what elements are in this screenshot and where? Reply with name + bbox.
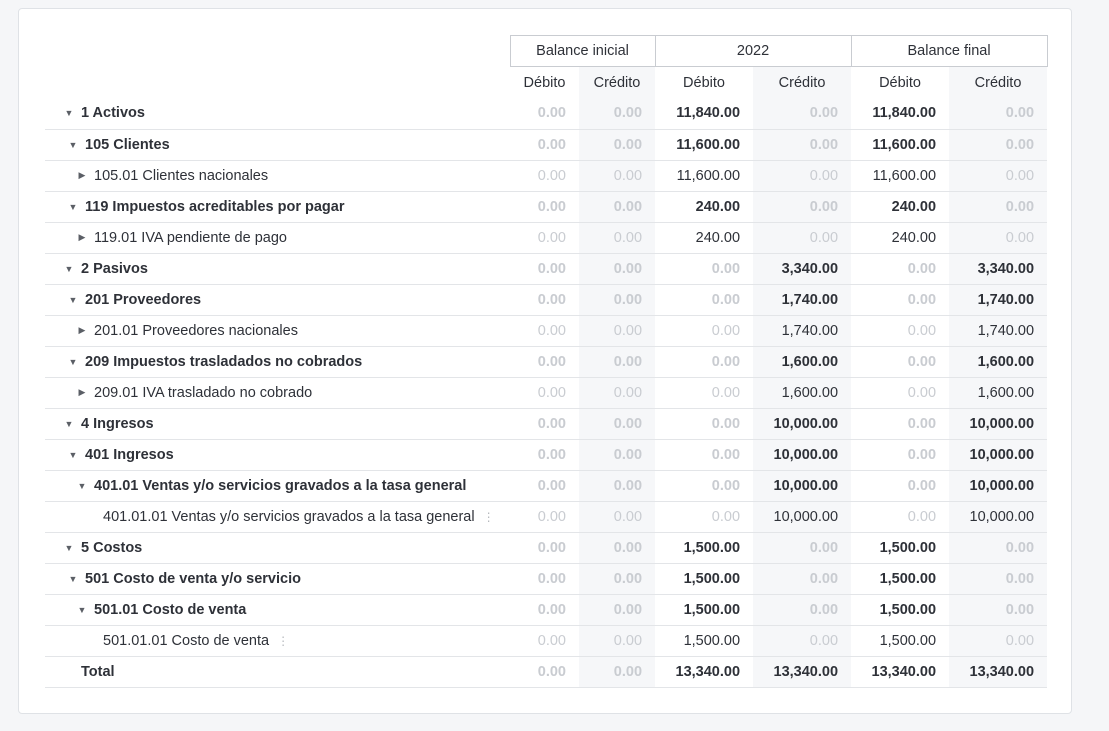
credit-value: 10,000.00: [949, 501, 1047, 532]
debit-value: 0.00: [537, 508, 566, 525]
account-name-cell: [45, 191, 510, 222]
credit-value: 10,000.00: [949, 439, 1047, 470]
debit-value: 0.00: [907, 260, 937, 277]
credit-value: 0.00: [579, 377, 655, 408]
header-blank: [45, 36, 510, 67]
debit-value: 1,500.00: [683, 601, 741, 618]
collapse-caret-icon[interactable]: ▼: [68, 139, 78, 150]
expand-caret-icon[interactable]: ▶: [78, 170, 86, 181]
credit-value: 0.00: [579, 222, 655, 253]
credit-value: 0.00: [949, 594, 1047, 625]
table-row[interactable]: [45, 346, 1047, 377]
credit-value: 1,740.00: [753, 284, 851, 315]
header-group-initial: Balance inicial: [510, 36, 655, 67]
debit-value: 0.00: [537, 446, 566, 463]
debit-value: 1,500.00: [879, 570, 937, 587]
debit-value: 0.00: [711, 353, 741, 370]
account-name-cell: [45, 563, 510, 594]
expand-caret-icon[interactable]: ▶: [78, 387, 86, 398]
collapse-caret-icon[interactable]: ▼: [64, 542, 74, 553]
table-row[interactable]: [45, 160, 1047, 191]
collapse-caret-icon[interactable]: ▼: [64, 263, 74, 274]
account-label[interactable]: 401.01 Ventas y/o servicios gravados a la tasa general: [94, 477, 467, 494]
debit-value: 11,840.00: [872, 105, 937, 122]
account-name-cell: [45, 408, 510, 439]
credit-value: 0.00: [579, 191, 655, 222]
total-row: [45, 656, 1047, 687]
account-name-cell: [45, 315, 510, 346]
collapse-caret-icon[interactable]: ▼: [68, 356, 78, 367]
debit-value: 11,840.00: [676, 105, 741, 122]
credit-value: 0.00: [579, 532, 655, 563]
debit-value: 0.00: [711, 322, 741, 339]
header-group-period: 2022: [655, 36, 851, 67]
credit-value: 0.00: [949, 191, 1047, 222]
debit-value: 0.00: [537, 632, 566, 649]
header-group-final: Balance final: [851, 36, 1047, 67]
table-row[interactable]: [45, 563, 1047, 594]
debit-value: 240.00: [695, 229, 741, 246]
debit-value: 1,500.00: [879, 601, 937, 618]
account-label[interactable]: 105.01 Clientes nacionales: [94, 167, 269, 184]
account-label[interactable]: 501 Costo de venta y/o servicio: [85, 570, 301, 587]
credit-value: 0.00: [579, 656, 655, 687]
account-name-cell: [45, 656, 510, 687]
debit-value: 0.00: [510, 656, 579, 687]
account-label[interactable]: 105 Clientes: [85, 136, 170, 153]
account-label[interactable]: 1 Activos: [81, 105, 145, 122]
credit-value: 0.00: [579, 501, 655, 532]
credit-value: 0.00: [753, 625, 851, 656]
collapse-caret-icon[interactable]: ▼: [77, 604, 87, 615]
credit-value: 0.00: [579, 470, 655, 501]
credit-value: 0.00: [579, 594, 655, 625]
account-label: Total: [81, 663, 115, 680]
collapse-caret-icon[interactable]: ▼: [68, 573, 78, 584]
credit-value: 3,340.00: [949, 253, 1047, 284]
debit-value: 0.00: [907, 322, 937, 339]
debit-value: 240.00: [695, 198, 741, 215]
debit-value: 0.00: [537, 260, 566, 277]
account-name-cell: [45, 532, 510, 563]
credit-value: 1,740.00: [753, 315, 851, 346]
credit-value: 0.00: [753, 160, 851, 191]
subheader-credit: Crédito: [753, 67, 851, 99]
table-row[interactable]: [45, 191, 1047, 222]
table-row[interactable]: [45, 439, 1047, 470]
debit-value: 0.00: [907, 477, 937, 494]
debit-value: 0.00: [711, 477, 741, 494]
debit-value: 0.00: [537, 105, 566, 122]
account-name-cell: [45, 284, 510, 315]
credit-value: 0.00: [949, 532, 1047, 563]
debit-value: 0.00: [711, 446, 741, 463]
debit-value: 0.00: [537, 539, 566, 556]
debit-value: 240.00: [891, 229, 937, 246]
subheader-debit: Débito: [879, 74, 921, 91]
table-row[interactable]: [45, 222, 1047, 253]
credit-value: 0.00: [579, 408, 655, 439]
account-label[interactable]: 501.01.01 Costo de venta: [103, 632, 270, 649]
debit-value: 0.00: [537, 353, 566, 370]
credit-value: 13,340.00: [949, 656, 1047, 687]
table-row[interactable]: [45, 470, 1047, 501]
credit-value: 0.00: [579, 129, 655, 160]
credit-value: 1,600.00: [949, 346, 1047, 377]
debit-value: 0.00: [711, 415, 741, 432]
account-label[interactable]: 119 Impuestos acreditables por pagar: [85, 198, 345, 215]
row-menu-icon[interactable]: ⋮: [277, 633, 290, 648]
debit-value: 13,340.00: [655, 656, 753, 687]
table-row[interactable]: [45, 532, 1047, 563]
credit-value: 1,740.00: [949, 315, 1047, 346]
account-name-cell: [45, 98, 510, 129]
credit-value: 0.00: [753, 532, 851, 563]
debit-value: 0.00: [537, 291, 566, 308]
account-name-cell: [45, 439, 510, 470]
debit-value: 0.00: [907, 384, 937, 401]
account-label[interactable]: 5 Costos: [81, 539, 143, 556]
credit-value: 0.00: [753, 222, 851, 253]
credit-value: 0.00: [949, 625, 1047, 656]
debit-value: 0.00: [537, 322, 566, 339]
credit-value: 0.00: [579, 625, 655, 656]
account-label[interactable]: 209 Impuestos trasladados no cobrados: [85, 353, 363, 370]
account-name-cell: [45, 160, 510, 191]
account-label[interactable]: 201 Proveedores: [85, 291, 202, 308]
debit-value: 0.00: [711, 260, 741, 277]
row-menu-icon[interactable]: ⋮: [482, 509, 495, 524]
credit-value: 0.00: [753, 191, 851, 222]
account-name-cell: [45, 222, 510, 253]
debit-value: 0.00: [711, 508, 741, 525]
debit-value: 1,500.00: [879, 539, 937, 556]
account-label[interactable]: 401 Ingresos: [85, 446, 174, 463]
account-name-cell: [45, 501, 510, 532]
credit-value: 10,000.00: [753, 408, 851, 439]
account-label[interactable]: 4 Ingresos: [81, 415, 154, 432]
credit-value: 0.00: [753, 129, 851, 160]
subheader-credit: Crédito: [579, 67, 655, 99]
credit-value: 0.00: [579, 253, 655, 284]
table-row[interactable]: [45, 625, 1047, 656]
subheader-credit: Crédito: [949, 67, 1047, 99]
collapse-caret-icon[interactable]: ▼: [68, 294, 78, 305]
credit-value: 0.00: [753, 594, 851, 625]
debit-value: 0.00: [537, 384, 566, 401]
account-name-cell: [45, 253, 510, 284]
subheader-blank: [45, 67, 510, 99]
credit-value: 0.00: [949, 563, 1047, 594]
credit-value: 0.00: [949, 98, 1047, 129]
trial-balance-card: [18, 8, 1072, 714]
table-row[interactable]: [45, 253, 1047, 284]
debit-value: 0.00: [537, 198, 566, 215]
credit-value: 0.00: [753, 563, 851, 594]
debit-value: 1,500.00: [879, 632, 937, 649]
debit-value: 0.00: [907, 446, 937, 463]
debit-value: 11,600.00: [676, 136, 741, 153]
table-row[interactable]: [45, 594, 1047, 625]
credit-value: 10,000.00: [753, 439, 851, 470]
subheader-debit: Débito: [523, 74, 566, 91]
credit-value: 10,000.00: [753, 501, 851, 532]
collapse-caret-icon[interactable]: ▼: [68, 201, 78, 212]
account-name-cell: [45, 625, 510, 656]
subheader-debit: Débito: [683, 74, 725, 91]
account-label[interactable]: 501.01 Costo de venta: [94, 601, 247, 618]
credit-value: 0.00: [949, 160, 1047, 191]
account-name-cell: [45, 346, 510, 377]
debit-value: 0.00: [537, 167, 566, 184]
account-label[interactable]: 2 Pasivos: [81, 260, 148, 277]
debit-value: 0.00: [537, 570, 566, 587]
credit-value: 10,000.00: [949, 470, 1047, 501]
debit-value: 0.00: [537, 477, 566, 494]
collapse-caret-icon[interactable]: ▼: [64, 108, 74, 119]
expand-caret-icon[interactable]: ▶: [78, 325, 86, 336]
debit-value: 0.00: [907, 291, 937, 308]
credit-value: 0.00: [579, 315, 655, 346]
expand-caret-icon[interactable]: ▶: [78, 232, 86, 243]
table-body: [45, 98, 1047, 687]
credit-value: 0.00: [579, 563, 655, 594]
credit-value: 0.00: [579, 98, 655, 129]
debit-value: 0.00: [711, 291, 741, 308]
credit-value: 13,340.00: [753, 656, 851, 687]
debit-value: 11,600.00: [872, 136, 937, 153]
debit-value: 1,500.00: [683, 632, 741, 649]
collapse-caret-icon[interactable]: ▼: [68, 449, 78, 460]
debit-value: 0.00: [907, 353, 937, 370]
debit-value: 0.00: [537, 136, 566, 153]
debit-value: 11,600.00: [872, 167, 937, 184]
table-row[interactable]: [45, 284, 1047, 315]
account-label[interactable]: 209.01 IVA trasladado no cobrado: [94, 384, 313, 401]
debit-value: 240.00: [891, 198, 937, 215]
credit-value: 3,340.00: [753, 253, 851, 284]
debit-value: 0.00: [537, 229, 566, 246]
credit-value: 0.00: [949, 129, 1047, 160]
account-name-cell: [45, 129, 510, 160]
credit-value: 10,000.00: [753, 470, 851, 501]
credit-value: 1,600.00: [949, 377, 1047, 408]
debit-value: 0.00: [711, 384, 741, 401]
collapse-caret-icon[interactable]: ▼: [77, 480, 87, 491]
credit-value: 1,740.00: [949, 284, 1047, 315]
table-row[interactable]: [45, 501, 1047, 532]
table-row[interactable]: [45, 98, 1047, 129]
credit-value: 10,000.00: [949, 408, 1047, 439]
debit-value: 1,500.00: [683, 570, 741, 587]
debit-value: 0.00: [537, 415, 566, 432]
credit-value: 1,600.00: [753, 346, 851, 377]
trial-balance-table: [45, 35, 1048, 688]
account-name-cell: [45, 470, 510, 501]
credit-value: 0.00: [949, 222, 1047, 253]
debit-value: 0.00: [907, 508, 937, 525]
account-label[interactable]: 401.01.01 Ventas y/o servicios gravados a la tasa general: [103, 508, 475, 525]
debit-value: 11,600.00: [676, 167, 741, 184]
debit-value: 1,500.00: [683, 539, 741, 556]
credit-value: 0.00: [579, 160, 655, 191]
debit-value: 13,340.00: [851, 656, 949, 687]
table-row[interactable]: [45, 408, 1047, 439]
account-label[interactable]: 201.01 Proveedores nacionales: [94, 322, 298, 339]
table-row[interactable]: [45, 315, 1047, 346]
credit-value: 0.00: [753, 98, 851, 129]
debit-value: 0.00: [537, 601, 566, 618]
table-row[interactable]: [45, 129, 1047, 160]
credit-value: 0.00: [579, 346, 655, 377]
credit-value: 0.00: [579, 439, 655, 470]
account-name-cell: [45, 594, 510, 625]
table-row[interactable]: [45, 377, 1047, 408]
account-label[interactable]: 119.01 IVA pendiente de pago: [94, 229, 287, 246]
credit-value: 1,600.00: [753, 377, 851, 408]
account-name-cell: [45, 377, 510, 408]
debit-value: 0.00: [907, 415, 937, 432]
collapse-caret-icon[interactable]: ▼: [64, 418, 74, 429]
credit-value: 0.00: [579, 284, 655, 315]
